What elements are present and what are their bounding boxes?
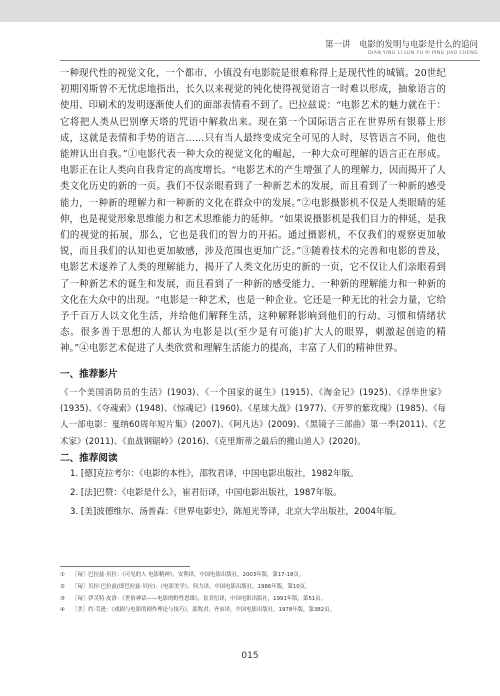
- footnote-marker: ③: [60, 595, 65, 602]
- running-header-title: 第一讲 电影的发明与电影是什么的追问: [324, 40, 478, 50]
- recommended-films-list: 《一个美国消防员的生活》(1903)、《一个国家的诞生》(1915)、《淘金记》(1925)、《浮华世家》(1935)、《夺魂索》(1948)、《惊魂记》(1960)、《星球大战》(1977)、《开罗的紫玫瑰》(1985)、《每人一部电影：戛纳60周年短片集》(2007)、《阿凡达》(2009)、《黑镜子三部曲》第一季(2011)、《艺术家》(2011)、《血战钢锯岭》(2016)、《克里斯蒂之最后的搬山道人》(2020)。: [60, 386, 446, 446]
- header-bar: [0, 0, 500, 22]
- footnote-text: ［匈］伊芙特·皮洛：《世俗神话——电影的野性思维》，崔君衍译，中国电影出版社，1991年版，第51页。: [72, 595, 327, 602]
- footnote-marker: ②: [60, 583, 65, 590]
- footnote: [60, 570, 450, 582]
- reading-item: 1. [德]克拉考尔：《电影的本性》，邵牧君译，中国电影出版社，1982年版。: [70, 469, 359, 480]
- footnote-text: ［美］约·劳逊：《戏剧与电影的剧作理论与技巧》，邵牧君、齐宙译，中国电影出版社，1978年版，第382页。: [72, 607, 335, 614]
- section-heading-recommended-reading: 二、推荐阅读: [60, 453, 118, 465]
- recommended-reading-list: [60, 465, 446, 522]
- header-divider: [60, 60, 480, 61]
- reading-item: 2. [法]巴赞：《电影是什么》，崔君衍译，中国电影出版社，1987年版。: [70, 488, 342, 499]
- footnote: [60, 605, 450, 617]
- section-heading-recommended-films: 一、推荐影片: [60, 368, 118, 380]
- footnote: [60, 582, 450, 594]
- reading-item: 3. [美]波德维尔、汤普森：《世界电影史》，陈旭光等译，北京大学出版社，2004年版。: [70, 507, 402, 518]
- footnote-text: ［匈］巴拉兹·贝拉：《可见的人 电影精神》，安利译，中国电影出版社，2003年版，第17-18页。: [72, 572, 305, 578]
- main-content: [60, 66, 446, 522]
- footnote: [60, 594, 450, 606]
- footnote-marker: ①: [60, 572, 65, 578]
- footnote-marker: ④: [60, 607, 65, 614]
- footnote-text: ［匈］贝拉·巴拉兹(即巴拉兹·贝拉)：《电影美学》，何力译，中国电影出版社，1986年版，第10页。: [72, 583, 311, 590]
- running-header-pinyin: DIAN YING LI LUN YU PI PING JIAO CHENG: [368, 51, 478, 56]
- footnote-divider: [60, 566, 190, 567]
- page-number: 015: [241, 651, 259, 661]
- footnotes: [60, 570, 450, 617]
- body-paragraph: 一种现代性的视觉文化，一个都市、小镇没有电影院是很难称得上是现代性的城镇。20世纪初期冈斯曾不无忧虑地指出，长久以来视觉的钝化使得视觉语言一时难以形成，抽象语言的使用、印刷术的发明逐渐使人们的面部表情看不到了。巴拉兹说：“电影艺术的魅力就在于：它将把人类从巴别摩天塔的咒语中解救出来。现在第一个国际语言正在世界所有银幕上形成，这就是表情和手势的语言……只有当人最终变成完全可见的人时，尽管语言不同，他也能辨认出自我。”①电影代表一种大众的视觉文化的崛起，一种大众可理解的语言正在形成。电影正在让人类向自我肯定的高度增长。“电影艺术的产生增强了人的理解力，因而揭开了人类文化历史的新的一页。我们不仅亲眼看到了一种新艺术的发展，而且看到了一种新的感受能力，一种新的理解力和一种新的文化在群众中的发展。”②电影摄影机不仅是人类眼睛的延伸，也是视觉形象思维能力和艺术思维能力的延伸。“如果说摄影机是我们目力的伸延，是我们的视觉的拓展，那么，它也是我们的智力的开拓。通过摄影机，不仅我们的观察更加敏锐，而且我们的认知也更加敏感，涉及范围也更加广泛。”③随着技术的完善和电影的普及，电影艺术逐养了人类的理解能力，揭开了人类文化历史的新的一页，它不仅让人们亲眼看到了一种新艺术的诞生和发展，而且看到了一种新的感受能力、一种新的理解能力和一种新的文化在大众中的出现。“电影是一种艺术，也是一种企业。它还是一种无比的社会力量，它给予千百万人以文化生活，并给他们解释生活，这种解释影响到他们的行动、习惯和情绪状态。很多善于思想的人都认为电影是以(至少是有可能)扩大人的眼界，刺激起创造的精神。”④电影艺术促进了人类欣赏和理解生活能力的提高，丰富了人们的精神世界。: [60, 68, 446, 355]
